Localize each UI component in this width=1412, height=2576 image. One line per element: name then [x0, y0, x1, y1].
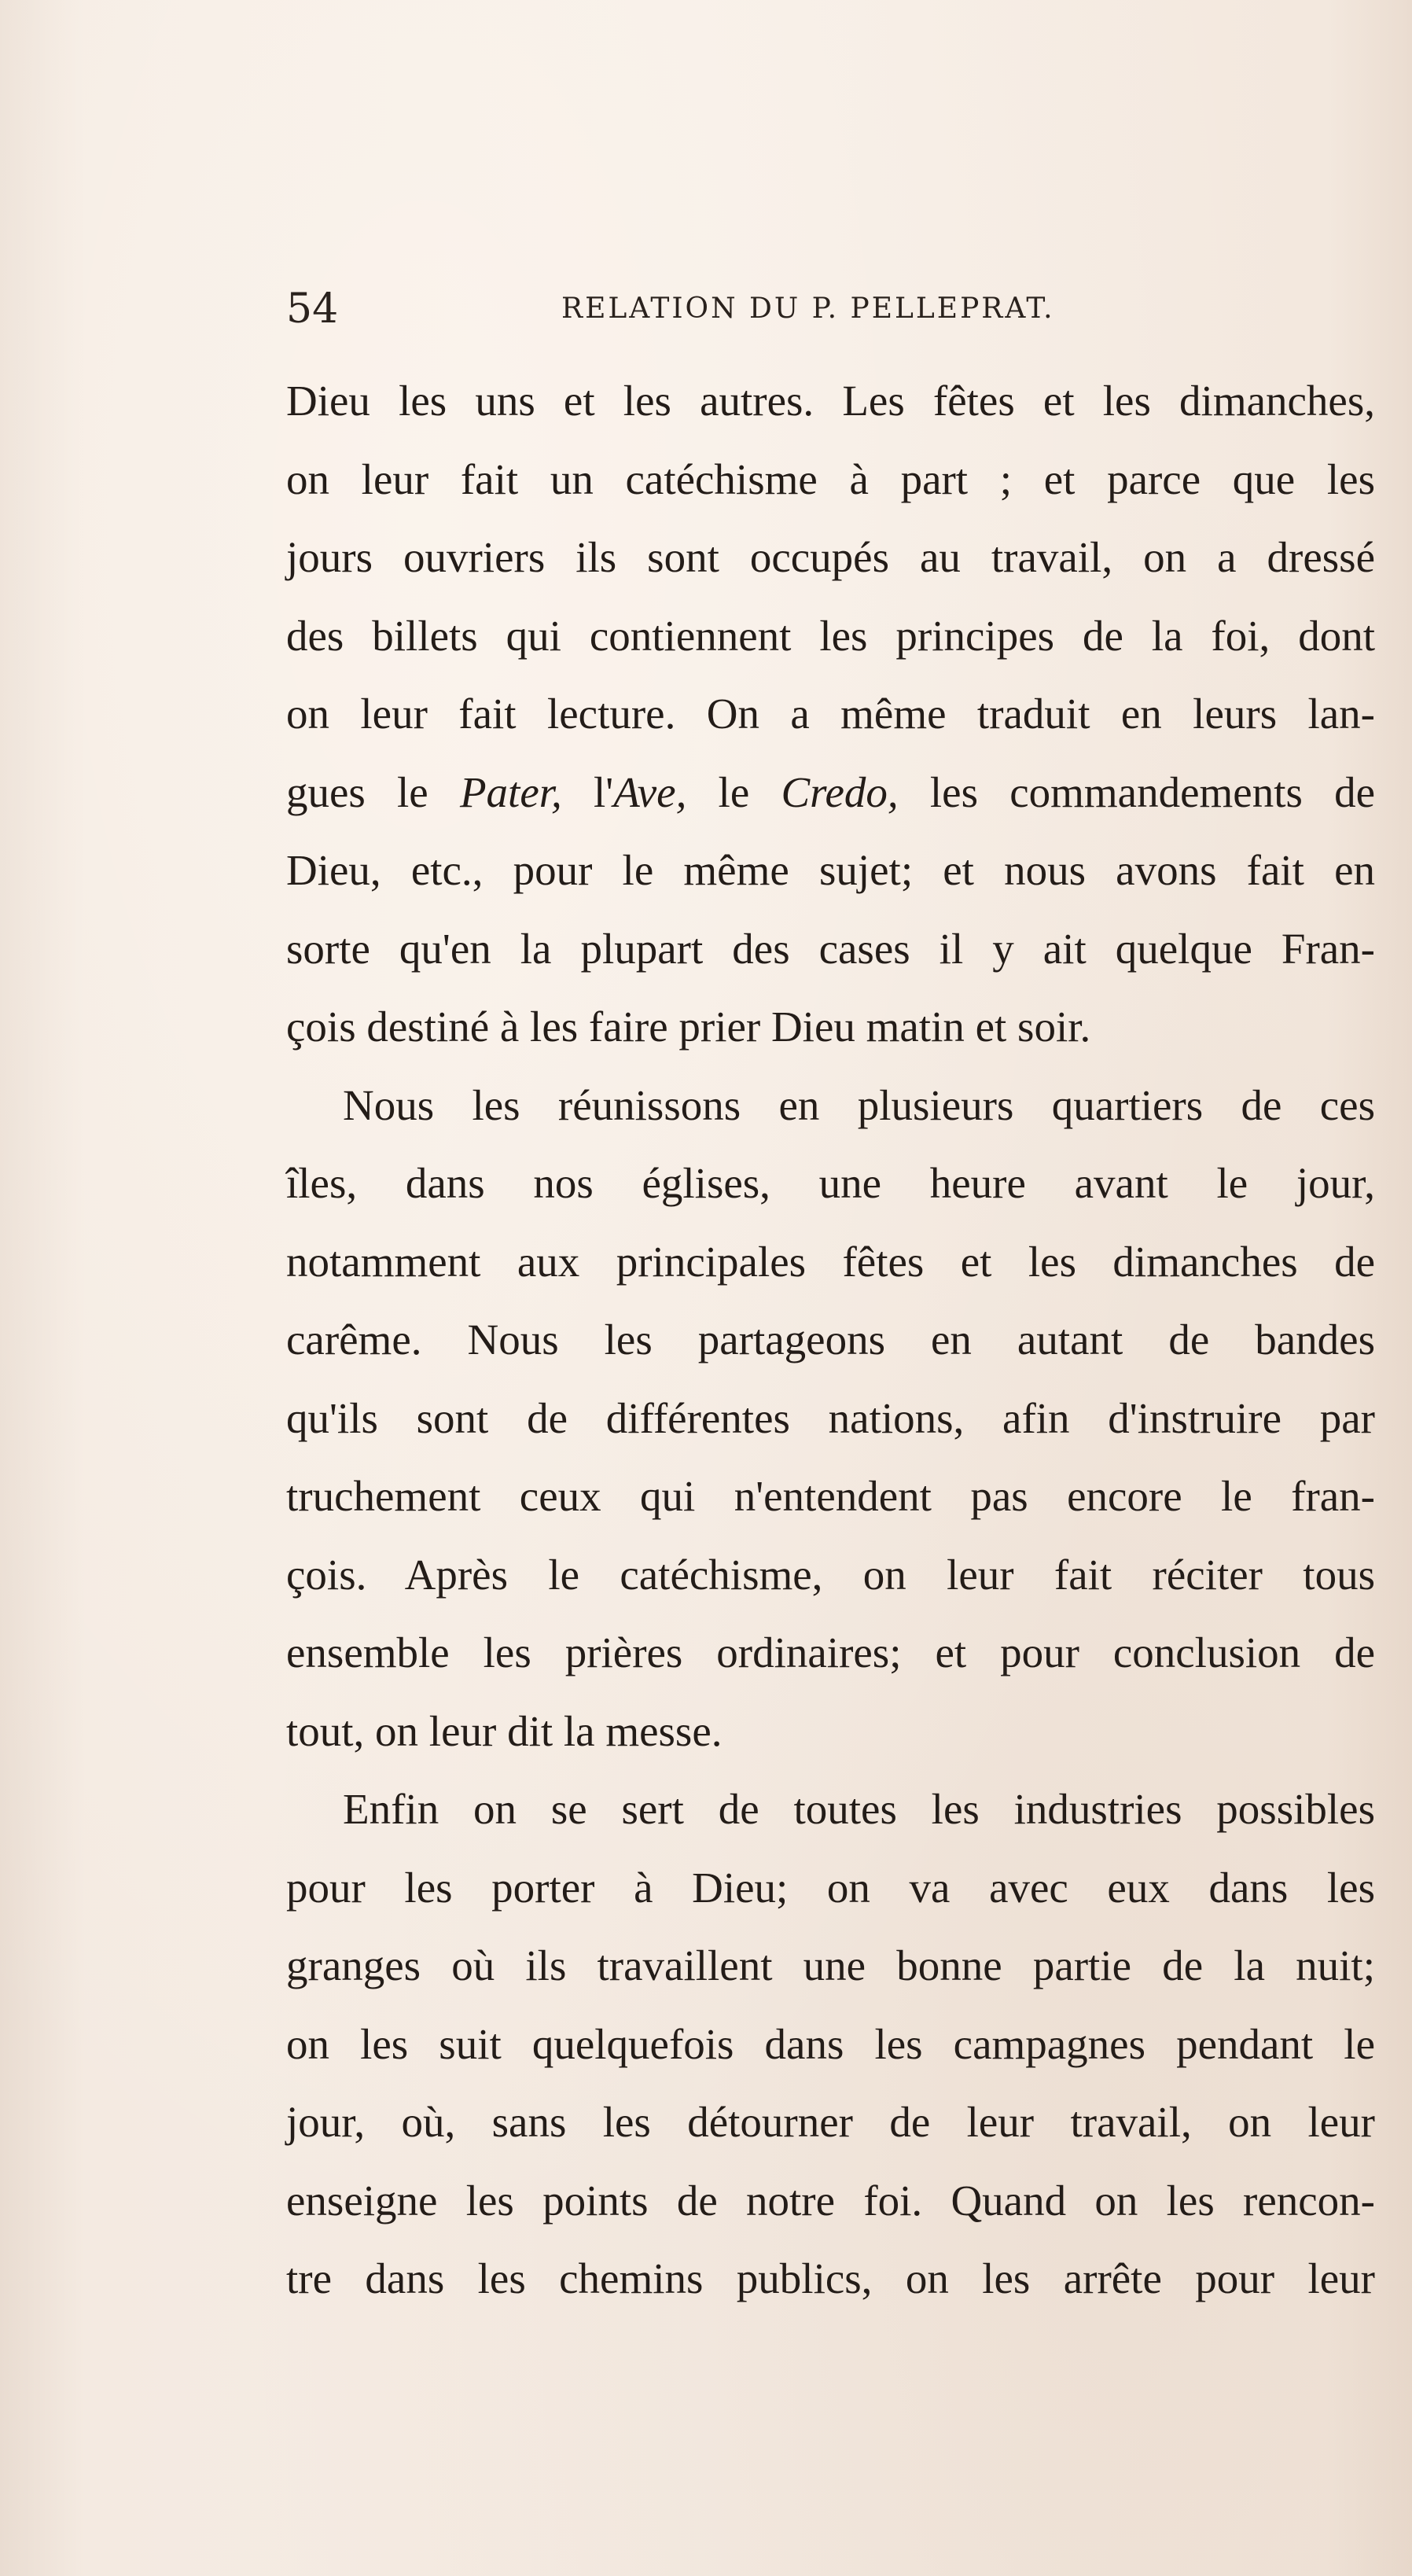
- text-line: enseigne les points de notre foi. Quand on les rencon-: [286, 2176, 1375, 2225]
- text-line: on leur fait lecture. On a même traduit en leurs lan-: [286, 690, 1375, 738]
- text-line: notamment aux principales fêtes et les dimanches de: [286, 1237, 1375, 1286]
- italic-word: Pater,: [459, 767, 562, 816]
- text-line: granges où ils travaillent une bonne partie de la nuit;: [286, 1941, 1375, 1989]
- text-line: gues le Pater, l'Ave, le Credo, les commandements de: [286, 767, 1375, 816]
- text-line: Dieu les uns et les autres. Les fêtes et les dimanches,: [286, 377, 1375, 425]
- text-line: des billets qui contiennent les principes de la foi, dont: [286, 611, 1375, 660]
- running-title: RELATION DU P. PELLEPRAT.: [561, 293, 1055, 325]
- text-line: çois. Après le catéchisme, on leur fait réciter tous: [286, 1550, 1375, 1599]
- text-line: çois destiné à les faire prier Dieu matin et soir.: [286, 1003, 1091, 1051]
- page-header: [286, 282, 1375, 337]
- text-line: Enfin on se sert de toutes les industries possibles: [343, 1785, 1375, 1833]
- italic-word: Credo,: [781, 767, 899, 816]
- text-line: jour, où, sans les détourner de leur travail, on leur: [286, 2098, 1375, 2146]
- text-line: îles, dans nos églises, une heure avant le jour,: [286, 1159, 1375, 1207]
- text-line: on les suit quelquefois dans les campagnes pendant le: [286, 2019, 1375, 2068]
- text-line: Dieu, etc., pour le même sujet; et nous avons fait en: [286, 846, 1375, 894]
- text-line: jours ouvriers ils sont occupés au travail, on a dressé: [286, 533, 1375, 581]
- body-text: [286, 362, 1375, 2318]
- text-line: Nous les réunissons en plusieurs quartiers de ces: [343, 1080, 1375, 1129]
- text-line: sorte qu'en la plupart des cases il y ait quelque Fran-: [286, 924, 1375, 973]
- text-line: truchement ceux qui n'entendent pas encore le fran-: [286, 1472, 1375, 1520]
- text-line: on leur fait un catéchisme à part ; et parce que les: [286, 454, 1375, 503]
- text-line: pour les porter à Dieu; on va avec eux dans les: [286, 1863, 1375, 1912]
- text-line: tout, on leur dit la messe.: [286, 1706, 723, 1755]
- italic-word: Ave,: [613, 767, 687, 816]
- text-line: qu'ils sont de différentes nations, afin d'instruire par: [286, 1393, 1375, 1442]
- page-number: 54: [286, 285, 339, 333]
- text-line: ensemble les prières ordinaires; et pour conclusion de: [286, 1628, 1375, 1676]
- text-line: carême. Nous les partageons en autant de bandes: [286, 1316, 1375, 1363]
- text-line: tre dans les chemins publics, on les arrête pour leur: [286, 2254, 1375, 2302]
